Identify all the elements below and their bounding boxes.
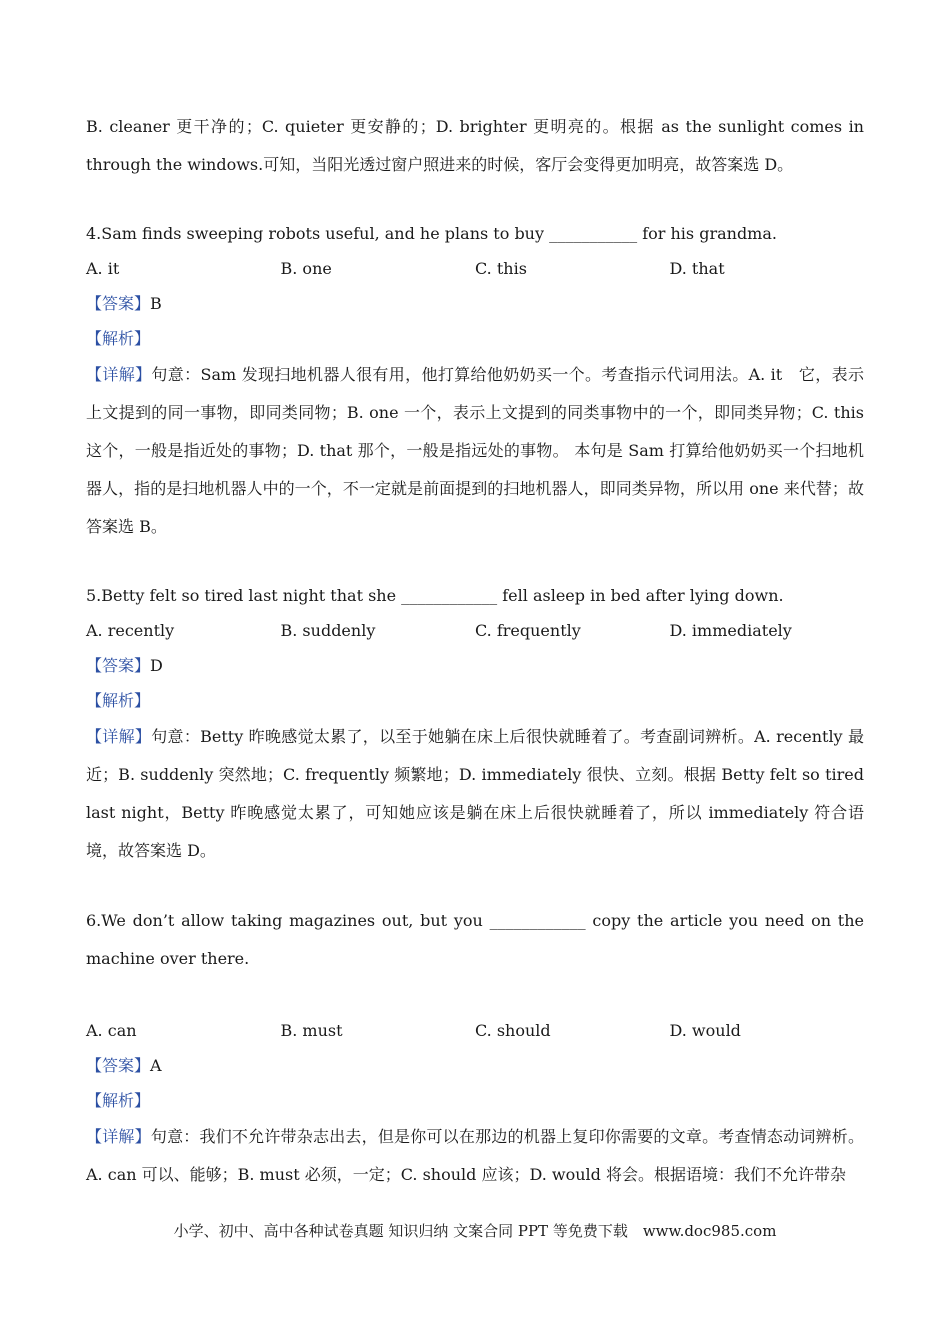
options-row bbox=[86, 1013, 864, 1048]
detail-paragraph bbox=[86, 356, 864, 546]
options-row bbox=[86, 251, 864, 286]
option-a: A. recently bbox=[86, 621, 175, 640]
question-6 bbox=[86, 902, 864, 1194]
answer-value: D bbox=[150, 656, 163, 675]
detail-text: 句意：我们不允许带杂志出去，但是你可以在那边的机器上复印你需要的文章。考查情态动词辨析。A. can 可以、能够；B. must 必须，一定；C. should 应该；D. would 将会。根据语境：我们不允许带杂 bbox=[86, 1127, 864, 1184]
document-body bbox=[86, 108, 864, 1194]
option-b: B. one bbox=[280, 259, 332, 278]
answer-value: A bbox=[150, 1056, 162, 1075]
answer-tag: 【答案】 bbox=[86, 656, 151, 675]
option-d: D. that bbox=[669, 259, 725, 278]
intro-paragraph: B. cleaner 更干净的；C. quieter 更安静的；D. brighter 更明亮的。根据 as the sunlight comes in through the windows.可知，当阳光透过窗户照进来的时候，客厅会变得更加明亮，故答案选 D。 bbox=[86, 117, 864, 174]
options-row bbox=[86, 613, 864, 648]
analysis-tag: 【解析】 bbox=[86, 1091, 151, 1110]
answer-value: B bbox=[150, 294, 162, 313]
option-c: C. should bbox=[475, 1021, 551, 1040]
question-4 bbox=[86, 216, 864, 546]
analysis-tag: 【解析】 bbox=[86, 691, 151, 710]
option-a: A. it bbox=[86, 259, 120, 278]
option-c: C. frequently bbox=[475, 621, 581, 640]
detail-tag: 【详解】 bbox=[86, 365, 152, 384]
answer-tag: 【答案】 bbox=[86, 294, 151, 313]
page-footer: 小学、初中、高中各种试卷真题 知识归纳 文案合同 PPT 等免费下载 www.doc985.com bbox=[173, 1222, 777, 1240]
analysis-tag: 【解析】 bbox=[86, 329, 151, 348]
detail-text: 句意：Betty 昨晚感觉太累了，以至于她躺在床上后很快就睡着了。考查副词辨析。A. recently 最近；B. suddenly 突然地；C. frequently 频繁地；D. immediately 很快、立刻。根据 Betty felt so tired last night，Betty 昨晚感觉太累了，可知她应该是躺在床上后很快就睡着了，所以 immediately 符合语境，故答案选 D。 bbox=[86, 727, 864, 860]
analysis-line bbox=[86, 1083, 864, 1118]
detail-paragraph bbox=[86, 718, 864, 870]
option-b: B. must bbox=[280, 1021, 343, 1040]
question-5 bbox=[86, 578, 864, 870]
question-stem: 5.Betty felt so tired last night that she ____________ fell asleep in bed after lying down. bbox=[86, 586, 784, 605]
question-stem: 4.Sam finds sweeping robots useful, and he plans to buy ___________ for his grandma. bbox=[86, 224, 777, 243]
option-a: A. can bbox=[86, 1021, 137, 1040]
option-b: B. suddenly bbox=[280, 621, 376, 640]
answer-tag: 【答案】 bbox=[86, 1056, 151, 1075]
option-d: D. immediately bbox=[669, 621, 792, 640]
detail-tag: 【详解】 bbox=[86, 1127, 151, 1146]
answer-line bbox=[86, 286, 864, 321]
option-c: C. this bbox=[475, 259, 527, 278]
detail-paragraph bbox=[86, 1118, 864, 1194]
detail-text: 句意：Sam 发现扫地机器人很有用，他打算给他奶奶买一个。考查指示代词用法。A. it 它，表示上文提到的同一事物，即同类同物；B. one 一个，表示上文提到的同类事物中的一个，即同类异物；C. this 这个，一般是指近处的事物；D. that 那个，一般是指远处的事物。 本句是 Sam 打算给他奶奶买一个扫地机器人，指的是扫地机器人中的一个，不一定就是前面提到的扫地机器人，即同类异物，所以用 one 来代替；故答案选 B。 bbox=[86, 365, 864, 536]
detail-tag: 【详解】 bbox=[86, 727, 152, 746]
option-d: D. would bbox=[669, 1021, 741, 1040]
answer-line bbox=[86, 1048, 864, 1083]
answer-line bbox=[86, 648, 864, 683]
analysis-line bbox=[86, 321, 864, 356]
question-stem: 6.We don’t allow taking magazines out, but you ____________ copy the article you need on the machine over there. bbox=[86, 911, 864, 968]
analysis-line bbox=[86, 683, 864, 718]
